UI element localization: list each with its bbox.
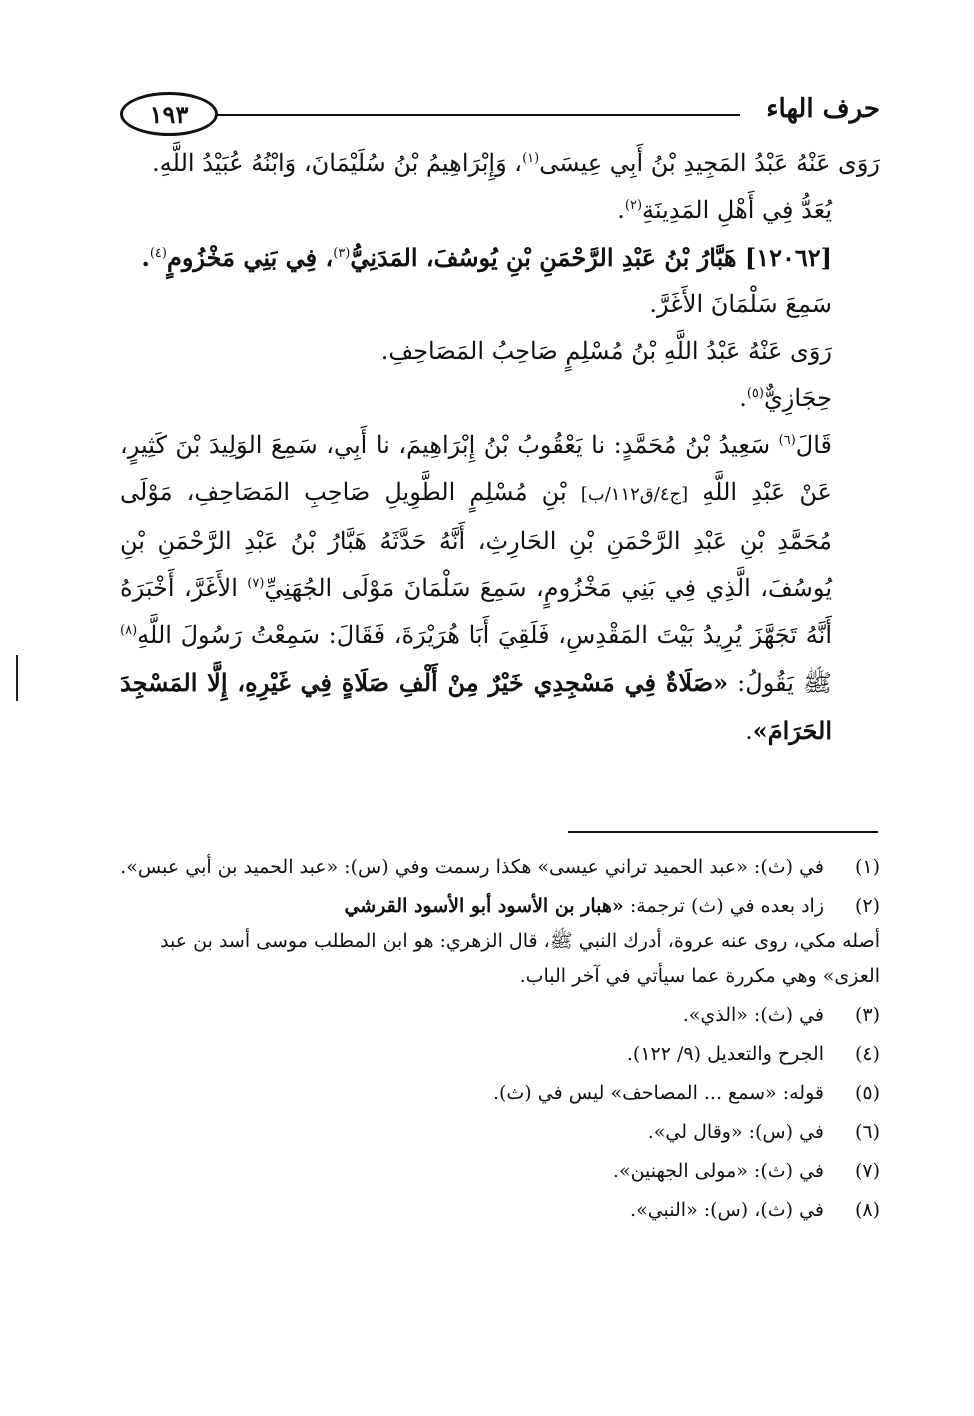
page-header: [120, 92, 880, 136]
hadith-quote: «صَلَاةٌ فِي مَسْجِدِي خَيْرٌ مِنْ أَلْفِ صَلَاةٍ فِي غَيْرِهِ، إِلَّا المَسْجِدَ الحَرَامَ»: [120, 668, 832, 745]
footnote-number: (٨): [854, 1199, 880, 1221]
footnote-5: [120, 1076, 880, 1111]
footnote-4: [120, 1037, 880, 1072]
entry-name: هَبَّارُ بْنُ عَبْدِ الرَّحْمَنِ بْنِ يُوسُفَ، المَدَنِيُّ: [350, 243, 745, 272]
footnote-ref-6[interactable]: (٦): [778, 433, 796, 448]
margin-mark: [16, 655, 18, 701]
footnote-text: الجرح والتعديل (٩/ ١٢٢).: [626, 1043, 824, 1065]
footnote-number: (١): [854, 856, 880, 878]
footnote-7: [120, 1154, 880, 1189]
footnote-ref-5[interactable]: (٥): [746, 386, 764, 401]
footnote-ref-4[interactable]: (٤): [149, 246, 167, 261]
narrators-line: رَوَى عَنْهُ عَبْدُ المَجِيدِ بْنُ أَبِي عِيسَى$^{(١)}$، وَإِبْرَاهِيمُ بْنُ سُلَيْمَانَ، وَابْنُهُ عُبَيْدُ اللَّهِ.: [152, 149, 880, 177]
header-rule: [210, 114, 740, 116]
footnote-text: في (ث): «الذي».: [682, 1004, 824, 1026]
heard-line: سَمِعَ سَلْمَانَ الأَغَرَّ.: [649, 290, 832, 318]
footnote-text: زاد بعده في (ث) ترجمة:: [623, 895, 824, 917]
region-line: حِجَازِيٌّ$^{(٥)}$.: [739, 384, 832, 412]
footnote-3: [120, 998, 880, 1033]
footnote-number: (٦): [854, 1121, 880, 1143]
footnote-1: [120, 850, 880, 885]
page-number: ١٩٣: [120, 92, 218, 136]
footnote-ref-8[interactable]: (٨): [120, 623, 138, 638]
footnote-number: (٥): [854, 1082, 880, 1104]
footnote-ref-1[interactable]: (١): [522, 151, 540, 166]
footnote-number: (٤): [854, 1043, 880, 1065]
hadith-paragraph: قَالَ$^{(٦)}$ سَعِيدُ بْنُ مُحَمَّدٍ: نا يَعْقُوبُ بْنُ إِبْرَاهِيمَ، نا أَبِي، سَمِعَ الوَلِيدَ بْنَ كَثِيرٍ، عَنْ عَبْدِ اللَّهِ [ج٤/ق١١٢/ب] بْنِ مُسْلِمٍ الطَّوِيلِ صَاحِبِ المَصَاحِفِ، مَوْلَى مُحَمَّدِ بْنِ عَبْدِ الرَّحْمَنِ بْنِ الحَارِثِ، أَنَّهُ حَدَّثَهُ هَبَّارُ بْنُ عَبْدِ الرَّحْمَنِ بْنِ يُوسُفَ، الَّذِي فِي بَنِي مَخْزُومٍ، سَمِعَ سَلْمَانَ مَوْلَى الجُهَنِيِّ$^{(٧)}$ الأَغَرَّ، أَخْبَرَهُ أَنَّهُ تَجَهَّزَ يُرِيدُ بَيْتَ المَقْدِسِ، فَلَقِيَ أَبَا هُرَيْرَةَ، فَقَالَ: سَمِعْتُ رَسُولَ اللَّهِ$^{(٨)}$ ﷺ يَقُولُ: «صَلَاةٌ فِي مَسْجِدِي خَيْرٌ مِنْ أَلْفِ صَلَاةٍ فِي غَيْرِهِ، إِلَّا المَسْجِدَ الحَرَامَ».: [120, 431, 832, 745]
chapter-title: حرف الهاء: [766, 94, 880, 124]
footnote-continuation: أصله مكي، روى عنه عروة، أدرك النبي ﷺ، قال الزهري: هو ابن المطلب موسى أسد بن عبد العزى» وهي مكررة عما سيأتي في آخر الباب.: [160, 930, 880, 987]
entry-number: [١٢٠٦٢]: [744, 243, 832, 272]
footnote-text: في (ث)، (س): «النبي».: [630, 1199, 824, 1221]
footnote-number: (٣): [854, 1004, 880, 1026]
folio-reference: [ج٤/ق١١٢/ب]: [580, 484, 689, 505]
footnote-8: [120, 1193, 880, 1228]
footnote-ref-7[interactable]: (٧): [247, 576, 265, 591]
footnote-ref-2[interactable]: (٢): [624, 198, 643, 213]
footnote-text: في (س): «وقال لي».: [647, 1121, 824, 1143]
narrated-by-line: رَوَى عَنْهُ عَبْدُ اللَّهِ بْنُ مُسْلِمٍ صَاحِبُ المَصَاحِفِ.: [380, 337, 832, 365]
footnotes: [120, 850, 880, 1232]
footnote-text: في (ث): «مولى الجهنين».: [612, 1160, 824, 1182]
footnote-number: (٢): [854, 895, 880, 917]
main-text: [120, 140, 880, 755]
footnote-number: (٧): [854, 1160, 880, 1182]
footnote-text: قوله: «سمع ... المصاحف» ليس في (ث).: [492, 1082, 824, 1104]
footnote-ref-3[interactable]: (٣): [333, 246, 351, 261]
footnote-text: في (ث): «عبد الحميد تراني عيسى» هكذا رسمت وفي (س): «عبد الحميد بن أبي عبس».: [120, 856, 824, 878]
footnote-6: [120, 1115, 880, 1150]
footnote-separator: [568, 831, 878, 833]
origin-line: يُعَدُّ فِي أَهْلِ المَدِينَةِ$^{(٢)}$.: [617, 196, 832, 224]
footnote-bold-title: «هبار بن الأسود أبو الأسود القرشي: [344, 895, 624, 917]
footnote-2: [120, 889, 880, 994]
entry-heading: [١٢٠٦٢] هَبَّارُ بْنُ عَبْدِ الرَّحْمَنِ بْنِ يُوسُفَ، المَدَنِيُّ$^{(٣)}$، فِي بَنِي مَخْزُومٍ$^{(٤)}$.: [141, 243, 832, 272]
